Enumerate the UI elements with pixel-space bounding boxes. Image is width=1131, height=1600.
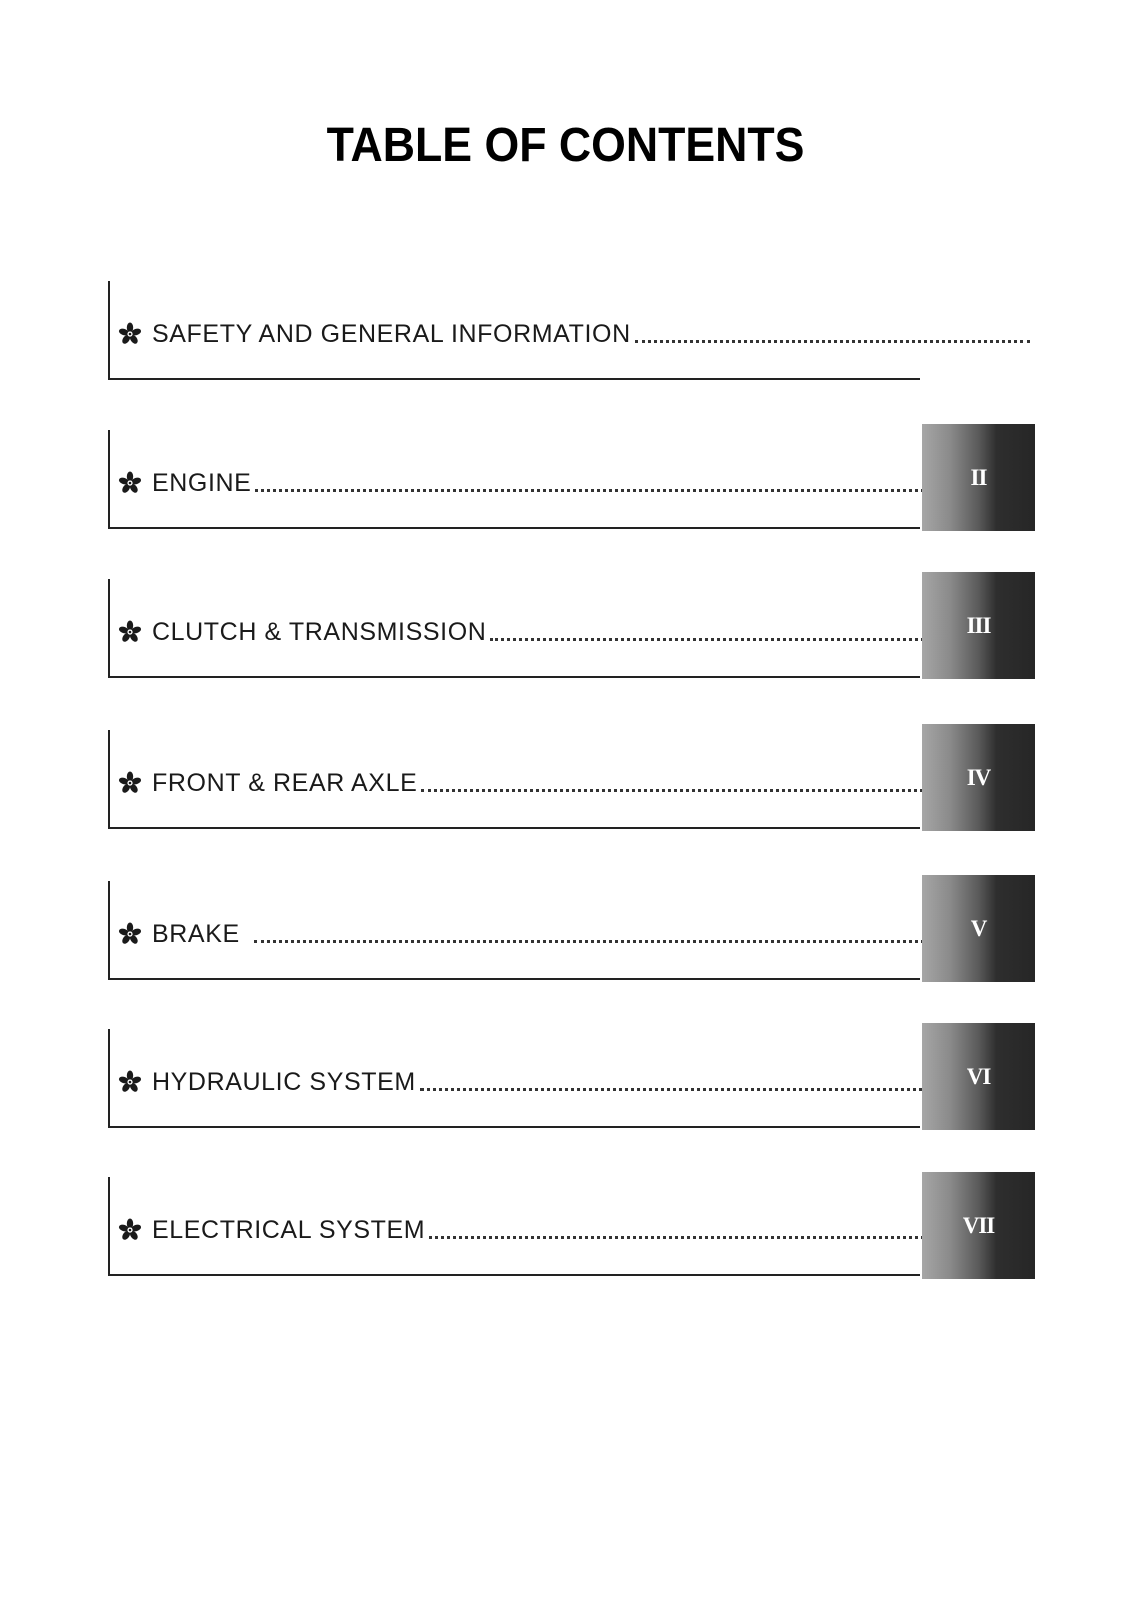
leader-dots	[255, 489, 930, 492]
leader-dots	[635, 340, 1030, 343]
toc-entry-clutch-transmission[interactable]	[108, 579, 920, 678]
toc-entry-hydraulic-system[interactable]	[108, 1029, 920, 1128]
toc-entry-label: ELECTRICAL SYSTEM	[152, 1215, 426, 1244]
section-tab-5[interactable]	[922, 875, 1035, 982]
section-tab-3[interactable]	[922, 572, 1035, 679]
toc-entry-label: BRAKE	[152, 919, 240, 948]
flower-icon	[118, 922, 142, 946]
flower-icon	[118, 471, 142, 495]
toc-entry-safety[interactable]	[108, 281, 920, 380]
section-tab-6[interactable]	[922, 1023, 1035, 1130]
section-numeral: III	[966, 612, 991, 638]
section-numeral: IV	[966, 764, 991, 790]
section-numeral: VII	[962, 1212, 995, 1238]
flower-icon	[118, 771, 142, 795]
section-tab-7[interactable]	[922, 1172, 1035, 1279]
flower-icon	[118, 1070, 142, 1094]
toc-entry-front-rear-axle[interactable]	[108, 730, 920, 829]
page-title: TABLE OF CONTENTS	[326, 119, 805, 172]
flower-icon	[118, 322, 142, 346]
flower-icon	[118, 1218, 142, 1242]
section-numeral: V	[970, 915, 987, 941]
toc-entry-engine[interactable]	[108, 430, 920, 529]
leader-dots	[429, 1236, 930, 1239]
section-numeral: VI	[966, 1063, 991, 1089]
toc-entry-brake[interactable]	[108, 881, 920, 980]
section-numeral: II	[970, 464, 987, 490]
leader-dots	[490, 638, 930, 641]
toc-entry-electrical-system[interactable]	[108, 1177, 920, 1276]
toc-entry-label: FRONT & REAR AXLE	[152, 768, 418, 797]
section-tab-4[interactable]	[922, 724, 1035, 831]
toc-entry-label: HYDRAULIC SYSTEM	[152, 1067, 416, 1096]
leader-dots	[254, 940, 930, 943]
leader-dots	[421, 789, 930, 792]
toc-entry-label: SAFETY AND GENERAL INFORMATION	[152, 319, 631, 348]
flower-icon	[118, 620, 142, 644]
section-tab-2[interactable]	[922, 424, 1035, 531]
leader-dots	[420, 1088, 930, 1091]
toc-entry-label: ENGINE	[152, 468, 252, 497]
toc-entry-label: CLUTCH & TRANSMISSION	[152, 617, 487, 646]
